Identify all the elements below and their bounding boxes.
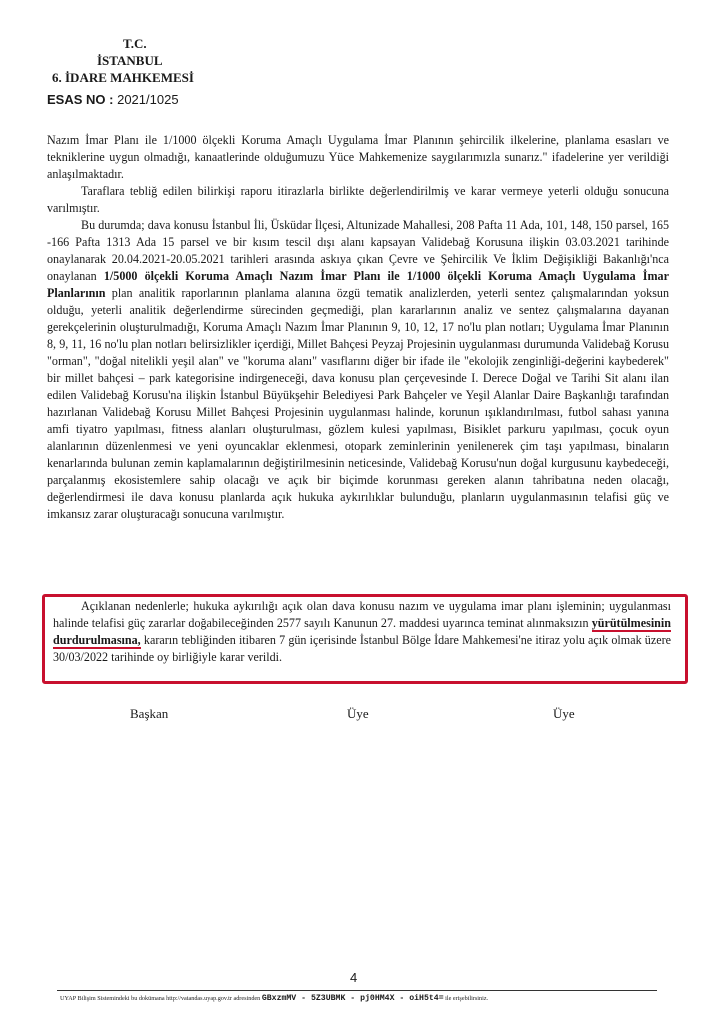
paragraph-assessment	[47, 217, 669, 523]
case-number-label: ESAS NO :	[47, 92, 114, 107]
page-number: 4	[350, 970, 358, 985]
decision-body	[47, 132, 669, 523]
signature-member-1: Üye	[347, 706, 369, 721]
ruling-paragraph	[53, 598, 671, 666]
assessment-text-a: Bu durumda; dava konusu İstanbul İli, Üsküdar İlçesi, Altunizade Mahallesi, 208 Pafta 11 Ada, 101, 148, 150 parsel, 165 -166 Pafta 1313 Ada 15 parsel ve bir kısım tescil dışı alanı kapsayan Validebağ Korusuna ilişkin 03.03.2021 tarihinde onaylanarak 20.04.2021-20.05.2021 tarihleri arasında askıya çıkan Çevre ve Şehircilik Ve İklim Değişikliği Bakanlığı'nca onaylanan	[47, 218, 669, 283]
ruling-text-b: kararın tebliğinden itibaren 7 gün içerisinde İstanbul Bölge İdare Mahkemesi'ne itiraz yolu açık olmak üzere 30/03/2022 tarihinde oy birliğiyle karar verildi.	[53, 633, 671, 664]
header-city: İSTANBUL	[97, 53, 163, 68]
footer-access-code: GBxzmMV - 5Z3UBMK - pj0HM4X - oiH5t4=	[261, 994, 444, 1003]
ruling-decision: yürütülmesinin durdurulmasına,	[53, 616, 671, 647]
footer-suffix: ile erişebilirsiniz.	[445, 995, 489, 1002]
header-tc: T.C.	[123, 36, 147, 51]
footer-prefix: UYAP Bilişim Sistemindeki bu dokümana http://vatandas.uyap.gov.tr adresinden	[60, 995, 261, 1002]
paragraph-report-review: Taraflara tebliğ edilen bilirkişi raporu itirazlarla birlikte değerlendirilmiş ve karar vermeye yeterli olduğu sonucuna varılmıştır.	[47, 184, 669, 215]
ruling-text-a: Açıklanan nedenlerle; hukuka aykırılığı açık olan dava konusu nazım ve uygulama imar planı işleminin; uygulanması halinde telafisi güç zararlar doğabileceğinden 2577 sayılı Kanunun 27. maddesi uyarınca teminat alınmaksızın	[53, 599, 671, 630]
assessment-text-b: plan analitik raporlarının planlama alanına özgü tematik analizlerden, yeterli sentez çalışmalarından yoksun olduğu, yeterli analitik değerlendirme sürecinden geçmediği, plan kararlarının analiz ve sentez çalışmalarına dayanan gerekçelerinin oluşturulmadığı, Koruma Amaçlı Nazım İmar Planının 9, 10, 12, 17 no'lu plan notları; Uygulama İmar Planının 8, 9, 11, 16 no'lu plan notları belirsizlikler içerdiği, Millet Bahçesi Peyzaj Projesinin uygulanması durumunda Validebağ Korusu "orman", "doğal nitelikli yeşil alan" ve "koruma alanı" vasıflarını diğer bir ifade ile "ekolojik zenginliği-değerini kaybederek" bir millet bahçesi – park kategorisine indirgeneceği, dava konusu plan çerçevesinde I. Derece Doğal ve Tarihi Sit alanı ilan edilen Validebağ Korusu'na ilişkin İstanbul Büyükşehir Belediyesi Park Bahçeler ve Yeşil Alanlar Daire Başkanlığı tarafından hazırlanan Validebağ Korusu Millet Bahçesi Projesinin uygulanması halinde, korunun ışıklandırılması, futbol sahası yanına amfi tiyatro yapılması, fitness alanları oluşturulması, gözlem kulesi yapılması, Bisiklet parkuru yapılması, çocuk oyun alanlarının düzenlenmesi ve yeni oyuncaklar eklenmesi, otopark zeminlerinin yenilenerek çim taşı yapılması, binaların kenarlarında bulunan zemin kaplamalarının değiştirilmesinin neticesinde, Validebağ Korusu'nun doğal kurgusunu kaybedeceği, parçalanmış ekosistemlere sahip olacağı ve açık bir biçimde korunması gereken alanın tahribatına neden olacağı, değerlendirmesi ile dava konusu planlarda açık hukuka aykırılıklar bulunduğu, planların uygulanmasının telafisi güç ve imkansız zarar oluşturacağı sonucuna varılmıştır.	[47, 286, 669, 521]
assessment-plan-name: 1/5000 ölçekli Koruma Amaçlı Nazım İmar Planı ile 1/1000 ölçekli Koruma Amaçlı Uygulama İmar Planlarının	[47, 269, 669, 300]
signature-president: Başkan	[130, 706, 169, 721]
signature-member-2: Üye	[553, 706, 575, 721]
footer-divider	[57, 990, 657, 991]
header-court: 6. İDARE MAHKEMESİ	[52, 70, 194, 85]
footer	[60, 994, 660, 1003]
paragraph-expert-quote: Nazım İmar Planı ile 1/1000 ölçekli Koruma Amaçlı Uygulama İmar Planının şehircilik ilkelerine, planlama esasları ve tekniklerine uygun olmadığı, kanaatlerinde olduğumuzu Yüce Mahkemenize saygılarımızla sunarız." ifadelerine yer verildiği anlaşılmaktadır.	[47, 133, 669, 181]
case-number	[47, 92, 179, 108]
case-number-value: 2021/1025	[117, 92, 179, 107]
